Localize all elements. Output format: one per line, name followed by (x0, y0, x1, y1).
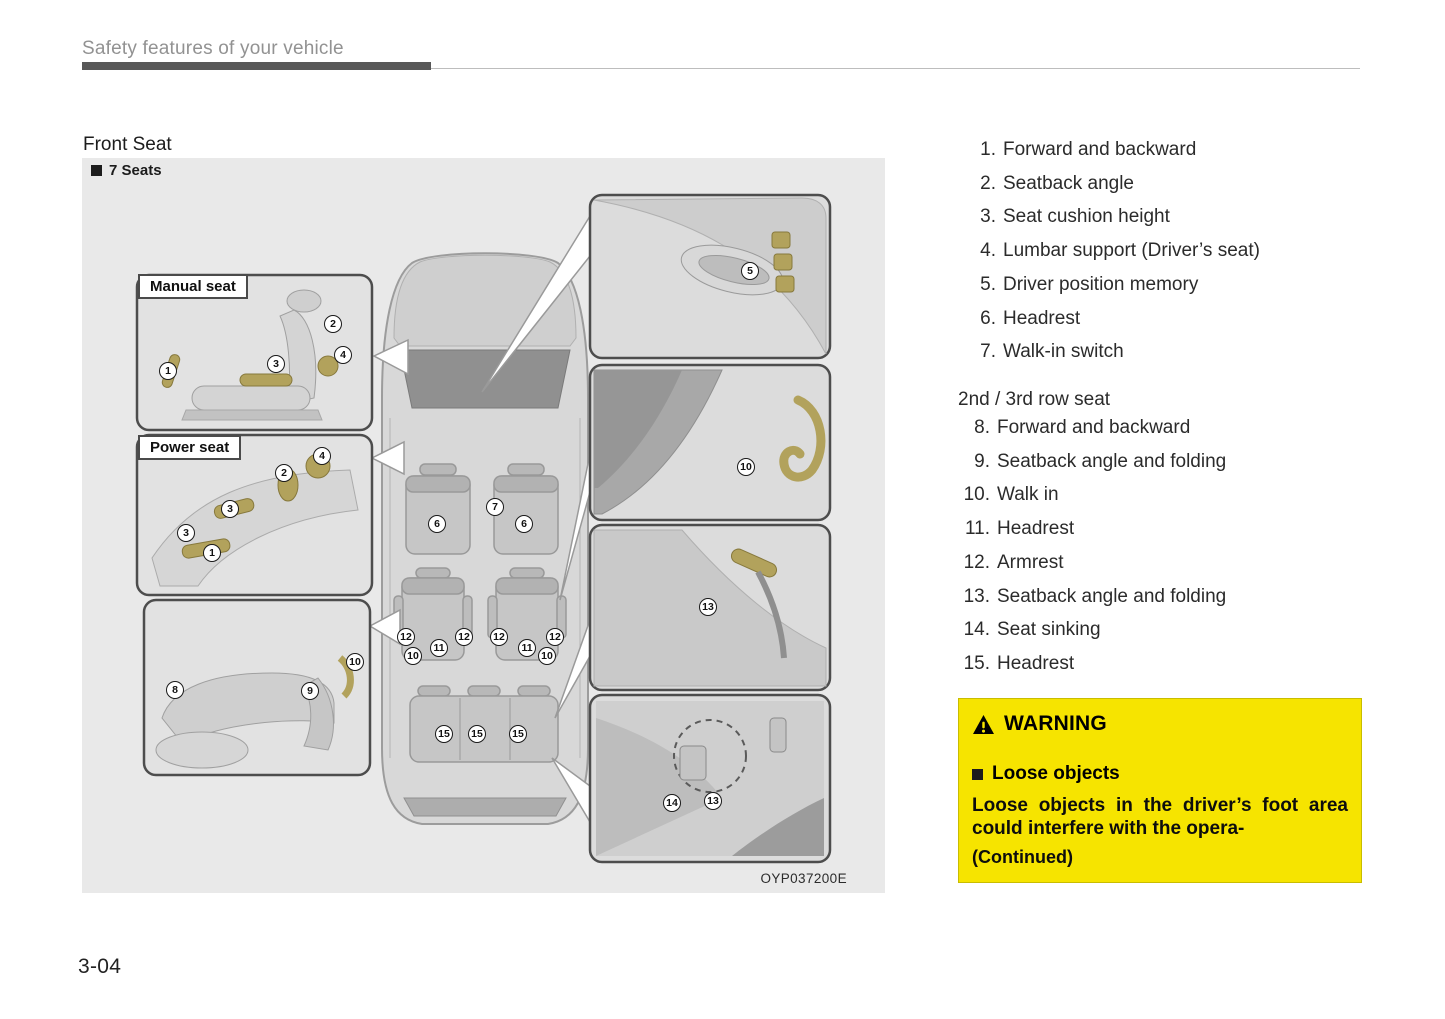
item-number: 7. (980, 341, 996, 363)
header-rule-thin (431, 68, 1360, 69)
warning-triangle-icon (972, 714, 995, 735)
item-number: 8. (974, 417, 990, 438)
callout-8: 8 (166, 681, 184, 699)
callout-4: 4 (334, 346, 352, 364)
callout-11: 11 (518, 639, 536, 657)
callout-10: 10 (737, 458, 755, 476)
item-text: Forward and backward (1003, 139, 1197, 160)
item-text: Seatback angle and folding (997, 585, 1227, 607)
list-item (950, 647, 1226, 681)
warning-subject: Loose objects (992, 763, 1120, 784)
figure-image-code: OYP037200E (760, 871, 847, 886)
figure-title: Front Seat (83, 134, 172, 155)
callout-4: 4 (313, 447, 331, 465)
item-text: Headrest (997, 652, 1075, 674)
list-item (956, 234, 1260, 268)
item-number: 3. (980, 206, 996, 228)
item-text: Seat cushion height (1003, 206, 1170, 228)
list-item (956, 167, 1260, 201)
callout-15: 15 (468, 725, 486, 743)
item-text: Headrest (997, 518, 1075, 540)
page-number: 3-04 (78, 955, 122, 978)
callout-1: 1 (159, 362, 177, 380)
warning-box (958, 698, 1362, 883)
list-item (956, 133, 1260, 167)
callout-12: 12 (490, 628, 508, 646)
callout-10: 10 (538, 647, 556, 665)
page-header-title: Safety features of your vehicle (82, 38, 344, 59)
item-text: Walk in (997, 484, 1059, 506)
item-text: Seat sinking (997, 619, 1101, 641)
callout-3: 3 (267, 355, 285, 373)
item-number: 10. (963, 484, 990, 506)
callout-7: 7 (486, 498, 504, 516)
list-item (956, 268, 1260, 302)
callout-1: 1 (203, 544, 221, 562)
item-number: 1. (980, 139, 996, 160)
callout-3: 3 (221, 500, 239, 518)
list-item (950, 613, 1226, 647)
item-text: Lumbar support (Driver’s seat) (1003, 240, 1260, 262)
walk-in-strap-panel (590, 365, 830, 520)
callout-5: 5 (741, 262, 759, 280)
item-number: 5. (980, 273, 996, 295)
seat-sinking-panel (590, 695, 830, 862)
header-rule-thick (82, 62, 431, 70)
list-item (956, 302, 1260, 336)
square-bullet-icon (91, 165, 102, 176)
callout-9: 9 (301, 682, 319, 700)
callout-6: 6 (515, 515, 533, 533)
item-number: 13. (963, 585, 990, 607)
item-text: Forward and backward (997, 417, 1191, 438)
item-number: 12. (963, 551, 990, 573)
item-number: 14. (963, 619, 990, 641)
item-text: Driver position memory (1003, 273, 1199, 295)
item-text: Seatback angle and folding (997, 450, 1227, 472)
rear-seat-heading: 2nd / 3rd row seat (958, 389, 1111, 410)
callout-6: 6 (428, 515, 446, 533)
callout-12: 12 (397, 628, 415, 646)
car-top-view (382, 253, 588, 824)
item-number: 15. (963, 652, 990, 674)
callout-12: 12 (546, 628, 564, 646)
callout-15: 15 (509, 725, 527, 743)
callout-2: 2 (275, 464, 293, 482)
callout-12: 12 (455, 628, 473, 646)
item-number: 2. (980, 172, 996, 194)
rear-seat-list (950, 411, 1226, 681)
item-number: 11. (964, 518, 990, 540)
callout-13: 13 (699, 598, 717, 616)
callout-14: 14 (663, 794, 681, 812)
item-number: 6. (980, 307, 996, 329)
list-item (950, 512, 1226, 546)
item-number: 4. (980, 240, 996, 262)
list-item (950, 580, 1226, 614)
list-item (950, 546, 1226, 580)
warning-title-row (972, 712, 1348, 736)
list-item (956, 200, 1260, 234)
front-seat-list (956, 133, 1260, 369)
callout-11: 11 (430, 639, 448, 657)
item-number: 9. (974, 450, 990, 472)
seats-count-text: 7 Seats (109, 162, 162, 179)
callout-2: 2 (324, 315, 342, 333)
callout-10: 10 (346, 653, 364, 671)
list-item (950, 411, 1226, 445)
callout-3: 3 (177, 524, 195, 542)
list-item (950, 445, 1226, 479)
square-bullet-icon (972, 769, 983, 780)
item-text: Walk-in switch (1003, 341, 1124, 363)
warning-subject-row (972, 763, 1348, 785)
seat-diagram (82, 158, 885, 893)
callout-15: 15 (435, 725, 453, 743)
manual-seat-label: Manual seat (138, 274, 248, 299)
item-text: Headrest (1003, 307, 1081, 329)
door-switch-panel (590, 195, 830, 358)
list-item (950, 478, 1226, 512)
warning-continued: (Continued) (972, 846, 1073, 867)
item-text: Seatback angle (1003, 172, 1134, 194)
warning-body: Loose objects in the driver’s foot area could interfere with the opera- (972, 795, 1348, 840)
list-item (956, 335, 1260, 369)
callout-13: 13 (704, 792, 722, 810)
seat-diagram-art (82, 158, 885, 893)
power-seat-label: Power seat (138, 435, 241, 460)
seats-count-label (91, 162, 162, 179)
item-text: Armrest (997, 551, 1064, 573)
warning-title: WARNING (1004, 712, 1107, 735)
callout-10: 10 (404, 647, 422, 665)
